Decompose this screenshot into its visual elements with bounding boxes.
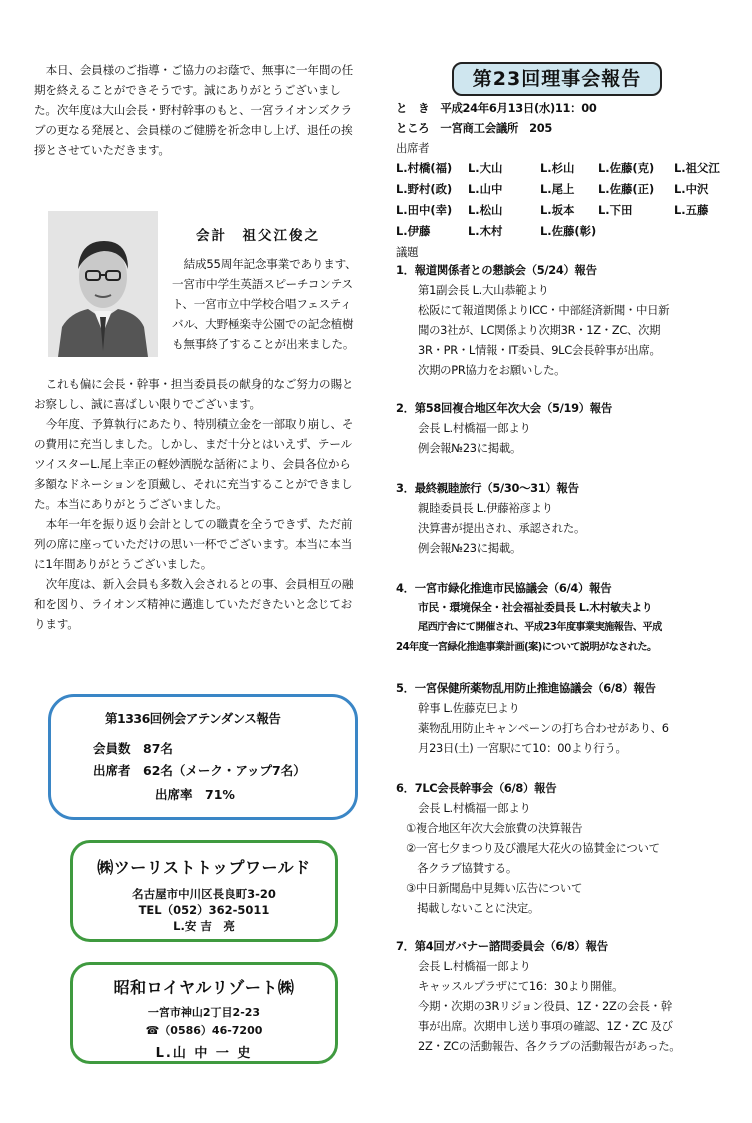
agenda-item-6 [396,778,736,918]
agenda-line: 決算書が提出され、承認された。 [418,521,586,535]
attendee-name: L.木村 [468,224,503,238]
attendance-attendees: 出席者 62名（メーク・アップ7名） [93,763,306,778]
agenda-line: 各クラブ協賛する。 [406,861,517,875]
agenda-line: ①複合地区年次大会旅費の決算報告 [406,821,583,835]
attendee-name: L.佐藤(正) [598,182,655,196]
agenda-item-3 [396,478,736,558]
attendee-name: L.村橋(福) [396,161,453,175]
agenda-item-2 [396,398,736,458]
agenda-line: 例会報№23に掲載。 [418,541,522,555]
agenda-line: キャッスルプラザにて16：30より開催。 [418,979,624,993]
treasurer-paragraph: 本年一年を振り返り会計としての職責を全うできず、ただ前列の席に座っていただけの思い一杯でございます。本当に本当に1年間ありがとうございました。 [34,517,353,571]
attendee-name: L.大山 [468,161,503,175]
agenda-line: 2Z・ZCの活動報告、各クラブの活動報告があった。 [418,1039,681,1053]
treasurer-photo [48,211,158,357]
agenda-item-4 [396,578,736,658]
treasurer-paragraph: これも偏に会長・幹事・担当委員長の献身的なご努力の賜とお察しし、誠に喜ばしい限りでございます。 [34,377,354,411]
attendee-name: L.佐藤(克) [598,161,655,175]
treasurer-paragraph: 今年度、予算執行にあたり、特別積立金を一部取り崩し、その費用に充当しました。しかし、まだ十分とはいえず、テールツイスターL.尾上幸正の軽妙洒脱な話術により、会員各位から多額なドネーションを頂戴し、それに充当することができました。本当にありがとうございました。 [34,417,354,511]
attendee-name: L.山中 [468,182,503,196]
agenda-heading: 7．第4回ガバナー諮問委員会（6/8）報告 [396,939,608,953]
report-meta [396,98,736,262]
treasurer-paragraph: 結成55周年記念事業であります、一宮市中学生英語スピーチコンテスト、一宮市立中学校合唱フェスティバル、大野極楽寺公園での記念植樹も無事終了することが出来ました。 [172,257,357,351]
agenda-heading: 3．最終親睦旅行（5/30〜31）報告 [396,481,579,495]
portrait-image [48,211,158,357]
agenda-line: 3R・PR・L情報・IT委員、9LC会長幹事が出席。 [418,343,661,357]
ad-tourist-top-world [70,840,338,942]
report-title: 第23回理事会報告 [452,62,662,96]
attendee-name: L.伊藤 [396,224,431,238]
agenda-item-1 [396,260,736,380]
ad-address: 一宮市神山2丁目2-23 [147,1006,261,1019]
ad-showa-royal-resort [70,962,338,1064]
treasurer-para-1-block [172,254,360,354]
agenda-line: 今期・次期の3Rリジョン役員、1Z・2Zの会長・幹 [418,999,672,1013]
ad-person: L.安 吉 亮 [173,919,235,933]
agenda-line: 月23日(土) 一宮駅にて10：00より行う。 [418,741,627,755]
agenda-line: 尾西庁舎にて開催され、平成23年度事業実施報告、平成 [418,622,662,633]
attendee-name: L.尾上 [540,182,575,196]
agenda-line: 24年度一宮緑化推進事業計画(案)について説明がなされた。 [396,642,657,653]
agenda-line: 掲載しないことに決定。 [406,901,540,915]
agenda-line: 薬物乱用防止キャンペーンの打ち合わせがあり、6 [418,721,669,735]
attendance-rate: 出席率 71% [155,787,235,802]
ad-address: 名古屋市中川区長良町3-20 [132,887,276,901]
agenda-line: 松阪にて報道関係よりICC・中部経済新聞・中日新 [418,303,670,317]
treasurer-paragraph: 次年度は、新入会員も多数入会されるとの事、会員相互の融和を図り、ライオンズ精神に邁進していただきたいと念じております。 [34,577,354,631]
agenda-label: 議題 [396,245,419,259]
attendee-name: L.下田 [598,203,633,217]
agenda-item-5 [396,678,736,758]
attendee-name: L.祖父江 [674,161,720,175]
attendee-name: L.松山 [468,203,503,217]
agenda-line: 会長 L.村橋福一郎より [418,421,531,435]
agenda-line: 親睦委員長 L.伊藤裕彦より [418,501,553,515]
treasurer-body [34,374,360,634]
attendee-grid [396,158,736,242]
agenda-line: ②一宮七夕まつり及び濃尾大花火の協賛金について [406,841,660,855]
agenda-line: 例会報№23に掲載。 [418,441,522,455]
attendees-label: 出席者 [396,141,430,155]
ad-company-name: 昭和ロイヤルリゾート㈱ [113,978,295,997]
attendee-name [598,221,674,242]
attendance-members: 会員数 87名 [93,741,173,756]
agenda-heading: 1．報道関係者との懇談会（5/24）報告 [396,263,597,277]
treasurer-title: 会計 祖父江俊之 [196,228,320,244]
attendee-name: L.佐藤(彰) [540,224,597,238]
attendance-title: 第1336回例会アテンダンス報告 [105,711,281,726]
agenda-line: 幹事 L.佐藤克巳より [418,701,520,715]
ad-tel: ☎（0586）46-7200 [145,1024,263,1037]
meeting-place: ところ 一宮商工会議所 205 [396,121,552,135]
attendance-box [48,694,358,820]
attendee-name: L.田中(幸) [396,203,453,217]
agenda-item-7 [396,936,736,1056]
attendee-name: L.中沢 [674,182,709,196]
agenda-line: 会長 L.村橋福一郎より [418,959,531,973]
attendee-name [674,221,734,242]
agenda-line: ③中日新聞島中見舞い広告について [406,881,583,895]
attendee-name: L.杉山 [540,161,575,175]
intro-paragraph: 本日、会員様のご指導・ご協力のお蔭で、無事に一年間の任期を終えることができそうです。誠にありがとうございました。次年度は大山会長・野村幹事のもと、一宮ライオンズクラブの更なる発展と、会員様のご健勝を祈念申し上げ、退任の挨拶とさせていただきます。 [34,63,353,157]
ad-company-name: ㈱ツーリストトップワールド [97,858,311,877]
ad-person: L.山 中 一 史 [155,1046,253,1061]
meeting-date: と き 平成24年6月13日(水)11：00 [396,101,597,115]
ad-tel: TEL（052）362-5011 [138,903,270,917]
agenda-line: 市民・環境保全・社会福祉委員長 L.木村敏夫より [418,601,653,614]
attendee-name: L.野村(政) [396,182,453,196]
agenda-heading: 2．第58回複合地区年次大会（5/19）報告 [396,401,612,415]
agenda-heading: 6．7LC会長幹事会（6/8）報告 [396,781,557,795]
attendee-name: L.五藤 [674,203,709,217]
attendee-name: L.坂本 [540,203,575,217]
agenda-heading: 4．一宮市緑化推進市民協議会（6/4）報告 [396,581,612,595]
agenda-line: 第1副会長 L.大山恭範より [418,283,549,297]
agenda-line: 会長 L.村橋福一郎より [418,801,531,815]
agenda-line: 次期のPR協力をお願いした。 [418,363,566,377]
agenda-heading: 5．一宮保健所薬物乱用防止推進協議会（6/8）報告 [396,681,656,695]
agenda-line: 聞の3社が、LC関係より次期3R・1Z・ZC、次期 [418,323,661,337]
intro-block [34,60,360,160]
agenda-line: 事が出席。次期申し送り事項の確認、1Z・ZC 及び [418,1019,673,1033]
